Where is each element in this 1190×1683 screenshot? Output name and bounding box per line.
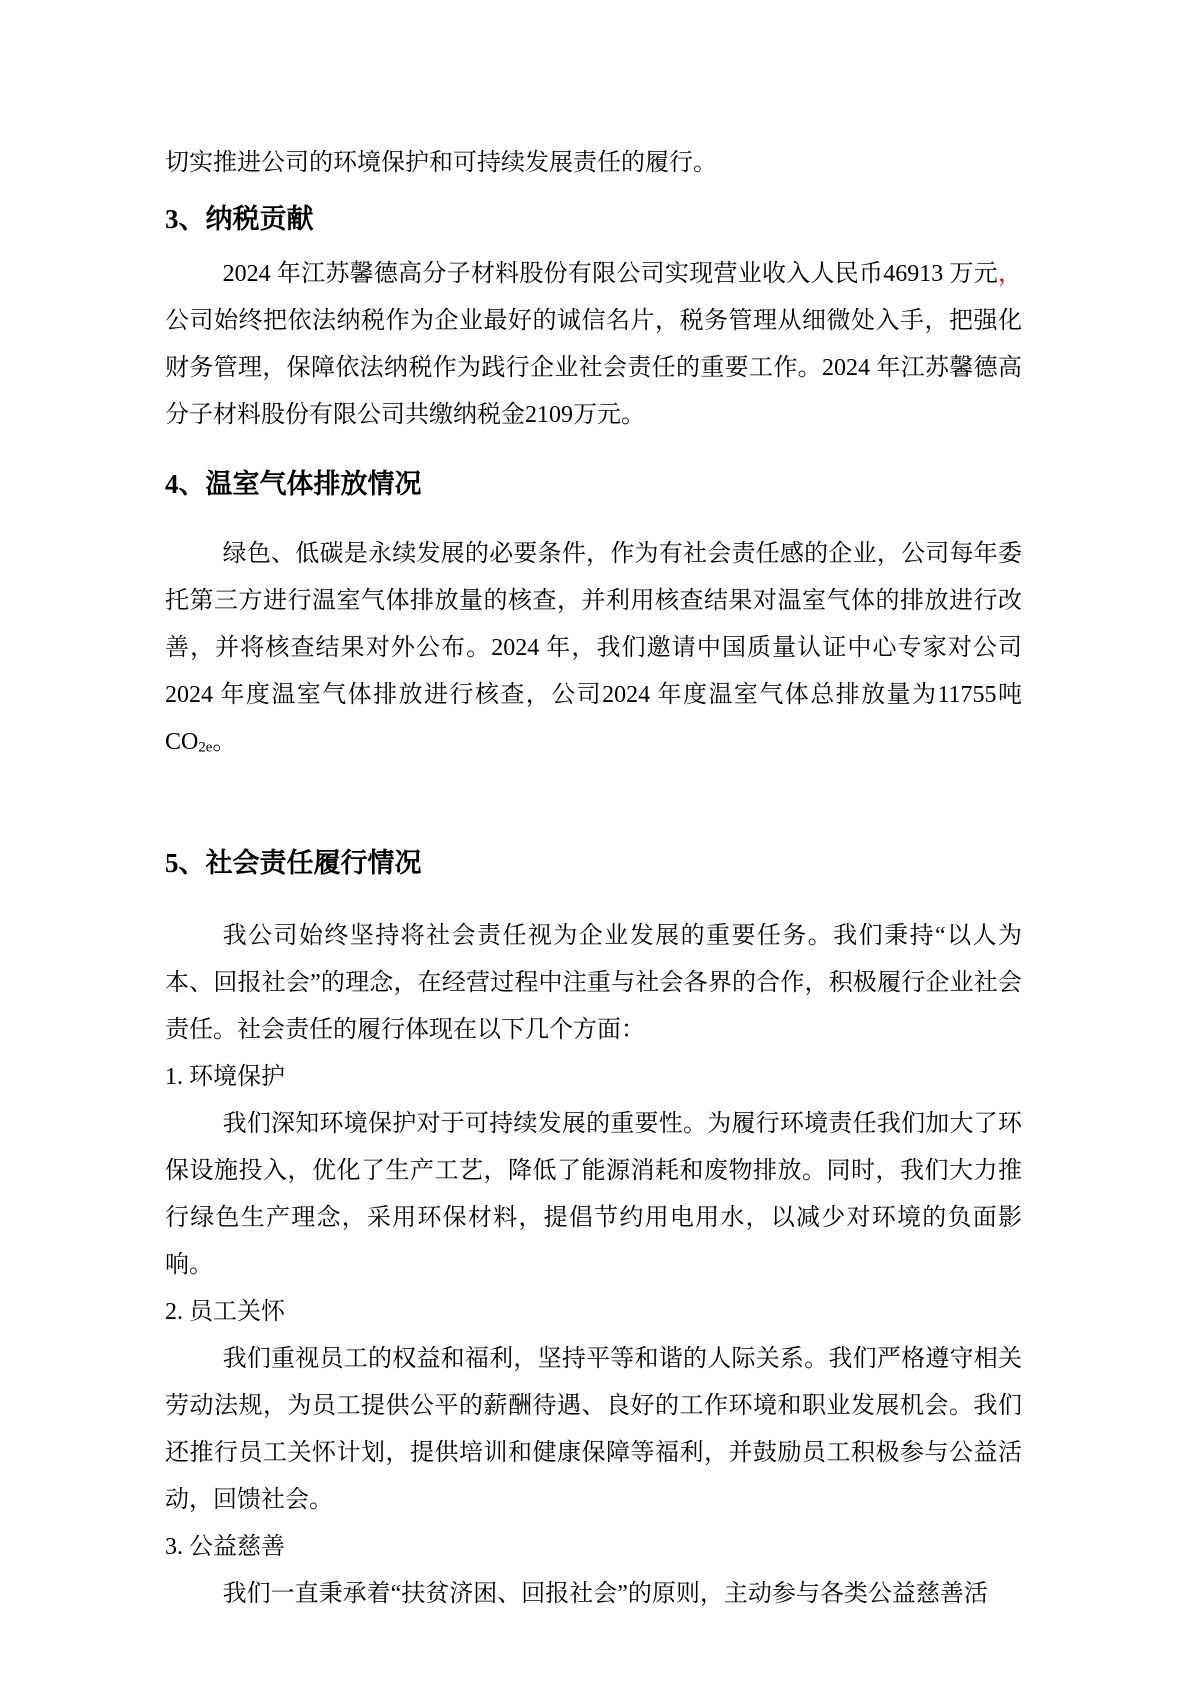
ghg-paragraph bbox=[165, 531, 1022, 766]
tax-text-after-highlight: 公司始终把依法纳税作为企业最好的诚信名片，税务管理从细微处入手，把强化财务管理，保障依法纳税作为践行企业社会责任的重要工作。2024 年江苏馨德高分子材料股份有限公司共缴纳税金2109万元。 bbox=[165, 308, 1022, 428]
section-heading-csr: 5、社会责任履行情况 bbox=[165, 848, 422, 878]
ghg-text-main: 绿色、低碳是永续发展的必要条件，作为有社会责任感的企业，公司每年委托第三方进行温室气体排放量的核查，并利用核查结果对温室气体的排放进行改善，并将核查结果对外公布。2024 年，我们邀请中国质量认证中心专家对公司2024 年度温室气体排放进行核查，公司2024 年度温室气体总排放量为11755吨CO bbox=[165, 541, 1022, 755]
ghg-text-end: 。 bbox=[212, 729, 237, 755]
csr-item-body-employee-care: 我们重视员工的权益和福利，坚持平等和谐的人际关系。我们严格遵守相关劳动法规，为员工提供公平的薪酬待遇、良好的工作环境和职业发展机会。我们还推行员工关怀计划，提供培训和健康保障等福利，并鼓励员工积极参与公益活动，回馈社会。 bbox=[165, 1346, 1022, 1513]
csr-item-label-charity: 3. 公益慈善 bbox=[165, 1534, 285, 1560]
csr-item-body-environment: 我们深知环境保护对于可持续发展的重要性。为履行环境责任我们加大了环保设施投入，优化了生产工艺，降低了能源消耗和废物排放。同时，我们大力推行绿色生产理念，采用环保材料，提倡节约用电用水，以减少对环境的负面影响。 bbox=[165, 1111, 1022, 1278]
tax-text-before-highlight: 2024 年江苏馨德高分子材料股份有限公司实现营业收入人民币46913 万元 bbox=[222, 261, 998, 287]
csr-intro-paragraph: 我公司始终坚持将社会责任视为企业发展的重要任务。我们秉持“以人为本、回报社会”的理念，在经营过程中注重与社会各界的合作，积极履行企业社会责任。社会责任的履行体现在以下几个方面： bbox=[165, 923, 1022, 1043]
co2e-subscript: 2e bbox=[198, 739, 213, 756]
section-heading-ghg: 4、温室气体排放情况 bbox=[165, 469, 422, 499]
csr-item-body-charity: 我们一直秉承着“扶贫济困、回报社会”的原则，主动参与各类公益慈善活 bbox=[222, 1581, 988, 1607]
csr-item-label-environment: 1. 环境保护 bbox=[165, 1064, 285, 1090]
section-heading-tax: 3、纳税贡献 bbox=[165, 204, 314, 234]
lead-line: 切实推进公司的环境保护和可持续发展责任的履行。 bbox=[165, 150, 717, 176]
tax-paragraph bbox=[165, 251, 1022, 439]
csr-item-label-employee-care: 2. 员工关怀 bbox=[165, 1299, 285, 1325]
highlighted-red-comma: ， bbox=[998, 261, 1022, 287]
